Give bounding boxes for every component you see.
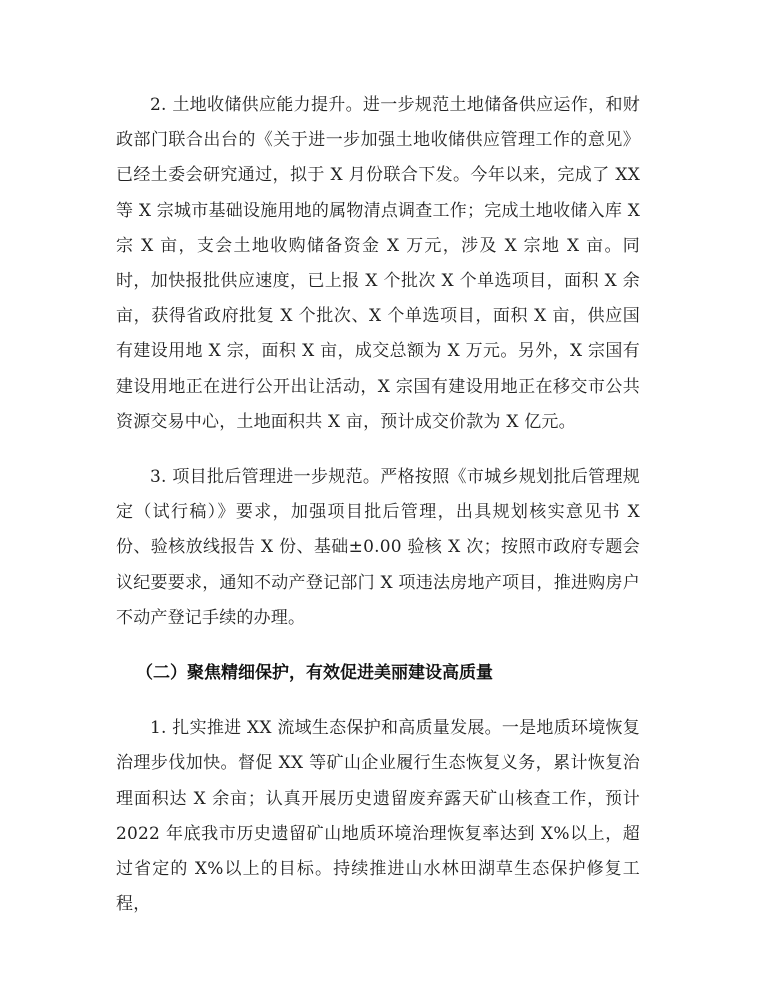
paragraph-ecological-protection: 1. 扎实推进 XX 流域生态保护和高质量发展。一是地质环境恢复治理步伐加快。督促 XX 等矿山企业履行生态恢复义务，累计恢复治理面积达 X 余亩；认真开展历史遗留废弃露天矿山核查工作，预计 2022 年底我市历史遗留矿山地质环境治理恢复率达到 X%以上，超过省定的 X%以上的目标。持续推进山水林田湖草生态保护修复工程， (116, 718, 640, 915)
section-heading: （二）聚焦精细保护，有效促进美丽建设高质量 (136, 663, 493, 684)
paragraph-land-reserve: 2. 土地收储供应能力提升。进一步规范土地储备供应运作，和财政部门联合出台的《关于进一步加强土地收储供应管理工作的意见》已经土委会研究通过，拟于 X 月份联合下发。今年以来，完成了 XX 等 X 宗城市基础设施用地的属物清点调查工作；完成土地收储入库 X 宗 X 亩，支会土地收购储备资金 X 万元，涉及 X 宗地 X 亩。同时，加快报批供应速度，已上报 X 个批次 X 个单选项目，面积 X 余亩，获得省政府批复 X 个批次、X 个单选项目，面积 X 亩，供应国有建设用地 X 宗，面积 X 亩，成交总额为 X 万元。另外，X 宗国有建设用地正在进行公开出让活动，X 宗国有建设用地正在移交市公共资源交易中心，土地面积共 X 亩，预计成交价款为 X 亿元。 (116, 95, 640, 432)
paragraph-spacer (116, 440, 640, 460)
paragraph-spacer (116, 636, 640, 656)
paragraph-post-approval: 3. 项目批后管理进一步规范。严格按照《市城乡规划批后管理规定（试行稿）》要求，加强项目批后管理，出具规划核实意见书 X 份、验核放线报告 X 份、基础±0.00 验核 X 次；按照市政府专题会议纪要要求，通知不动产登记部门 X 项违法房地产项目，推进购房户不动产登记手续的办理。 (116, 467, 640, 628)
document-body (116, 88, 640, 922)
paragraph-spacer (116, 691, 640, 711)
